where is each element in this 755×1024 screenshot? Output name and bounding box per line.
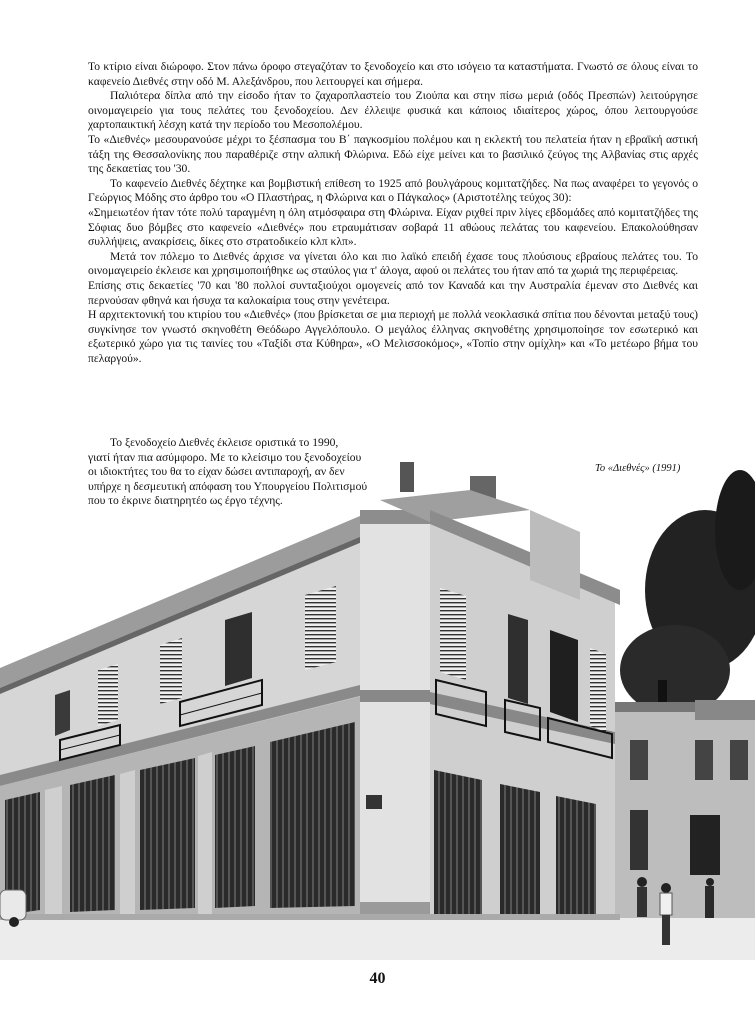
paragraph-3: Το «Διεθνές» μεσουρανούσε μέχρι το ξέσπασμα του Β΄ παγκοσμίου πολέμου και η εκλεκτή του πελατεία ήταν η εβραϊκή αστική τάξη της Θεσσαλονίκης που παραθέριζε στην αλπική Φλώρινα. Εδώ είχε μείνει και το βασιλικό ζεύγος της Αλβανίας στις αρχές της δεκαετίας του '30.: [88, 132, 698, 176]
paragraph-2: Παλιότερα δίπλα από την είσοδο ήταν το ζαχαροπλαστείο του Ζιούπα και στην πίσω μεριά (οδός Πρεσπών) λειτούργησε οινομαγειρείο για τους πελάτες του ξενοδοχείου. Δεν έλλειψε φυσικά και κάποιος ιδιαίτερος χώρος, όπου λειτουργούσε χαρτοπαικτική λέσχη κατά την περίοδο του Μεσοπολέμου.: [88, 89, 698, 132]
photo-caption: Το «Διεθνές» (1991): [595, 463, 681, 474]
paragraph-8-line-1: Το ξενοδοχείο Διεθνές έκλεισε οριστικά το 1990,: [110, 436, 339, 449]
neighbor-building: [615, 700, 755, 930]
paragraph-7: Η αρχιτεκτονική του κτιρίου του «Διεθνές» (που βρίσκεται σε μια περιοχή με πολλά νεοκλασικά σπίτια που δένονται μεταξύ τους) συγκίνησε τον γνωστό σκηνοθέτη Θεόδωρο Αγγελόπουλο. Ο μεγάλος έλληνας σκηνοθέτης χρησιμοποίησε τον εσωτερικό και εξωτερικό χώρο για τις ταινίες του «Ταξίδι στα Κύθηρα», «Ο Μελισσοκόμος», «Τοπίο στην ομίχλη» και «Το μετέωρο βήμα του πελαργού».: [88, 308, 698, 365]
paragraph-4: Το καφενείο Διεθνές δέχτηκε και βομβιστική επίθεση το 1925 από βουλγάρους κομιτατζήδες. Να πως αναφέρει το γεγονός ο Γεώργιος Μόδης στο άρθρο του «Ο Πλαστήρας, η Φλώρινα και ο Πάγκαλος» (Αριστοτέλης τεύχος 30):: [88, 176, 698, 205]
building-right-wing: [430, 510, 620, 920]
closing-text: [88, 436, 398, 509]
quotation: «Σημειωτέον ήταν τότε πολύ ταραγμένη η όλη ατμόσφαιρα στη Φλώρινα. Είχαν ριχθεί πριν λίγες εβδομάδες από κομιτατζήδες της Σόφιας δυο βόμβες στο καφενείο «Διεθνές» που ετραυμάτισαν σοβαρά 11 αθώους πελάτας του καφενείου. Επακολούθησαν συλλήψεις, ανακρίσεις, δίκες στο στρατοδικείο κλπ κλπ».: [88, 205, 698, 249]
page-number: 40: [369, 970, 386, 987]
paragraph-6: Επίσης στις δεκαετίες '70 και '80 πολλοί συνταξιούχοι ομογενείς από τον Καναδά και την Αυστραλία έμεναν στο Διεθνές και περνούσαν φθηνά και ήσυχα τα καλοκαίρια τους στην γενέτειρα.: [88, 278, 698, 307]
building-left-wing: [0, 516, 365, 920]
hotel-photograph: [0, 440, 755, 960]
street: [0, 918, 755, 960]
paragraph-8-rest: [88, 451, 398, 509]
paragraph-8-text: γιατί ήταν πια ασύμφορο. Με το κλείσιμο του ξενοδοχείου οι ιδιοκτήτες του θα το είχαν δώσει αντιπαροχή, αν δεν υπήρχε η δεσμευτική απόφαση του Υπουργείου Πολιτισμού που το έκρινε διατηρητέο ως έργο τέχνης.: [88, 450, 368, 508]
paragraph-1: Το κτίριο είναι διώροφο. Στον πάνω όροφο στεγαζόταν το ξενοδοχείο και στο ισόγειο τα καταστήματα. Γνωστό σε όλους είναι το καφενείο Διεθνές στην οδό Μ. Αλεξάνδρου, που λειτουργεί και σήμερα.: [88, 60, 698, 88]
paragraph-5: Μετά τον πόλεμο το Διεθνές άρχισε να γίνεται όλο και πιο λαϊκό επειδή έχασε τους πλούσιους εβραίους πελάτες του. Το οινομαγειρείο έκλεισε και χρησιμοποιήθηκε ως σταύλος για τ' άλογα, αφού οι πελάτες του ήταν από τα χωριά της περιφέρειας.: [88, 249, 698, 278]
body-text: [88, 60, 698, 366]
